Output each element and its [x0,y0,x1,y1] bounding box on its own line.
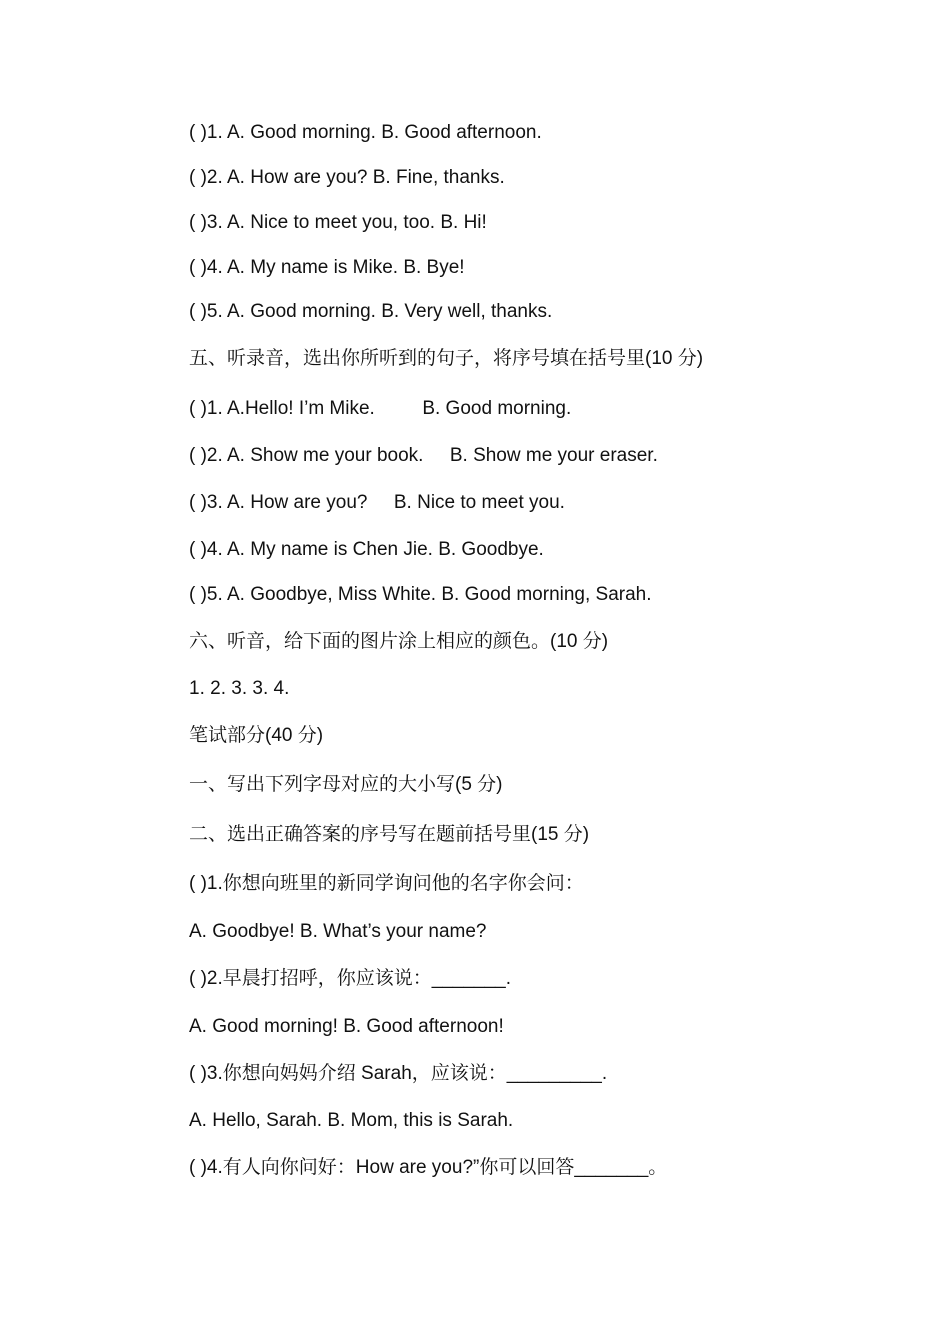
section-5-item-2: ( )2. A. Show me your book. B. Show me your eraser. [189,445,658,466]
written-section-2-heading: 二、选出正确答案的序号写在题前括号里(15 分) [189,824,590,845]
listening-q4-item-3: ( )3. A. Nice to meet you, too. B. Hi! [189,212,487,233]
written-q2-options: A. Good morning! B. Good afternoon! [189,1016,504,1037]
written-q4-question: ( )4.有人向你问好：How are you?”你可以回答_______。 [189,1157,668,1178]
section-5-item-4: ( )4. A. My name is Chen Jie. B. Goodbye. [189,539,544,560]
section-5-item-5: ( )5. A. Goodbye, Miss White. B. Good morning, Sarah. [189,584,652,605]
listening-q4-item-5: ( )5. A. Good morning. B. Very well, thanks. [189,301,553,322]
written-q3-question: ( )3.你想向妈妈介绍 Sarah，应该说：_________. [189,1063,608,1084]
section-5-item-1: ( )1. A.Hello! I’m Mike. B. Good morning. [189,398,572,419]
written-part-heading: 笔试部分(40 分) [189,725,324,746]
written-q3-options: A. Hello, Sarah. B. Mom, this is Sarah. [189,1110,514,1131]
section-5-heading: 五、听录音，选出你所听到的句子，将序号填在括号里(10 分) [189,348,704,369]
written-q1-options: A. Goodbye! B. What’s your name? [189,921,487,942]
section-5-item-3: ( )3. A. How are you? B. Nice to meet you. [189,492,565,513]
written-q1-question: ( )1.你想向班里的新同学询问他的名字你会问： [189,873,584,894]
listening-q4-item-4: ( )4. A. My name is Mike. B. Bye! [189,257,465,278]
section-6-numbers: 1. 2. 3. 3. 4. [189,678,290,699]
section-6-heading: 六、听音，给下面的图片涂上相应的颜色。(10 分) [189,631,609,652]
listening-q4-item-1: ( )1. A. Good morning. B. Good afternoon. [189,122,542,143]
listening-q4-item-2: ( )2. A. How are you? B. Fine, thanks. [189,167,505,188]
written-section-1-heading: 一、写出下列字母对应的大小写(5 分) [189,774,503,795]
written-q2-question: ( )2.早晨打招呼，你应该说：_______. [189,968,512,989]
